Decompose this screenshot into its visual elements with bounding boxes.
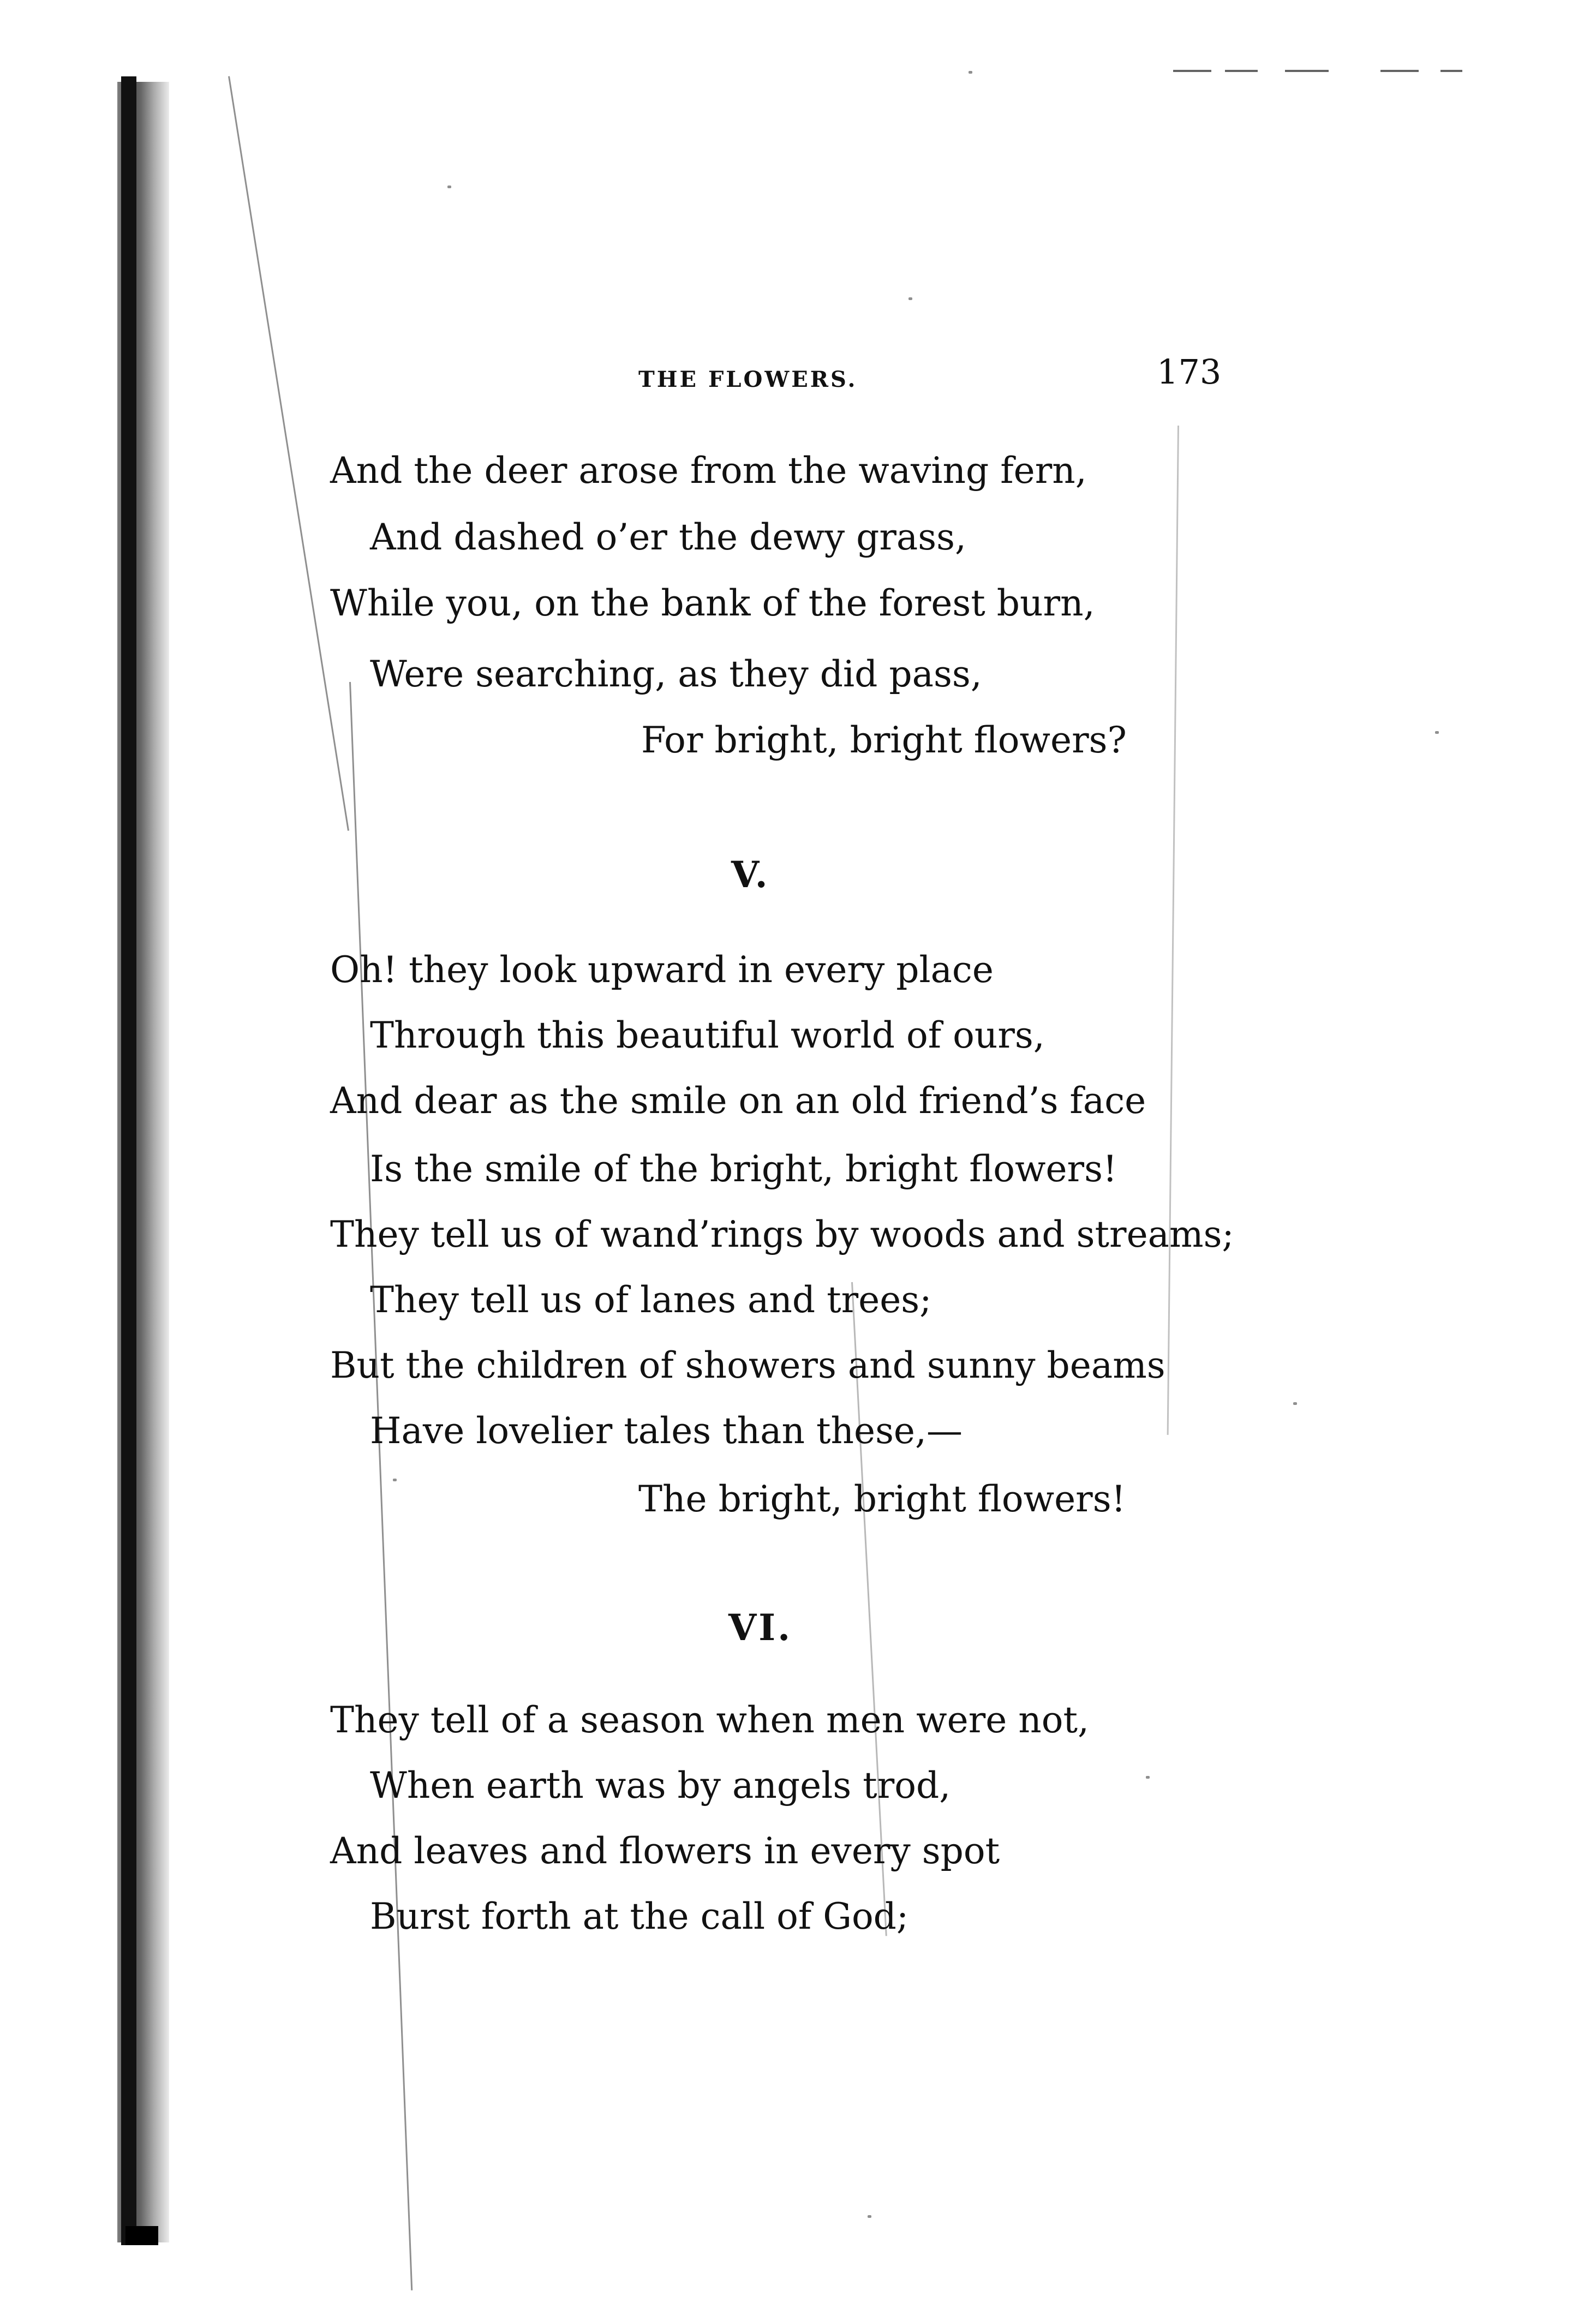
speck (393, 1479, 397, 1481)
verse-line refrain-line: For bright, bright flowers? (641, 719, 1127, 761)
verse-line: When earth was by angels trod, (370, 1764, 951, 1806)
top-dash (1285, 70, 1329, 72)
verse-line: Through this beautiful world of ours, (370, 1014, 1045, 1056)
verse-line: While you, on the bank of the forest burn, (330, 582, 1095, 624)
top-dash (1225, 70, 1258, 72)
speck (1146, 1776, 1150, 1779)
verse-line: They tell us of lanes and trees; (370, 1279, 932, 1321)
top-dash (1440, 70, 1462, 72)
page-number: 173 (1157, 352, 1222, 392)
verse-line: Is the smile of the bright, bright flowers! (370, 1148, 1117, 1190)
verse-line: And dear as the smile on an old friend’s face (330, 1080, 1146, 1122)
verse-line: And dashed o’er the dewy grass, (370, 516, 966, 558)
running-head: THE FLOWERS. (638, 367, 858, 392)
stanza-number: VI. (728, 1606, 793, 1649)
verse-line: Have lovelier tales than these,— (370, 1410, 963, 1452)
verse-line: Were searching, as they did pass, (370, 653, 982, 695)
binding-foot (125, 2226, 158, 2245)
verse-line: Burst forth at the call of God; (370, 1895, 909, 1937)
stanza-number: V. (731, 853, 770, 896)
verse-line: And leaves and flowers in every spot (330, 1830, 1000, 1872)
top-dash (1380, 70, 1419, 72)
top-dash (1173, 70, 1211, 72)
verse-line refrain-line: The bright, bright flowers! (638, 1478, 1126, 1520)
speck (447, 186, 451, 188)
verse-line: Oh! they look upward in every place (330, 949, 994, 991)
verse-line: And the deer arose from the waving fern, (330, 450, 1087, 492)
binding-edge (121, 76, 136, 2245)
verse-line: They tell of a season when men were not, (330, 1699, 1090, 1741)
speck (1293, 1402, 1297, 1405)
speck (969, 71, 972, 74)
speck (868, 2215, 871, 2218)
speck (908, 297, 912, 300)
scan-line (349, 682, 413, 2290)
verse-line: But the children of showers and sunny beams (330, 1344, 1165, 1386)
speck (1435, 731, 1439, 734)
scan-line (1167, 426, 1179, 1435)
verse-line: They tell us of wand’rings by woods and streams; (330, 1213, 1234, 1255)
